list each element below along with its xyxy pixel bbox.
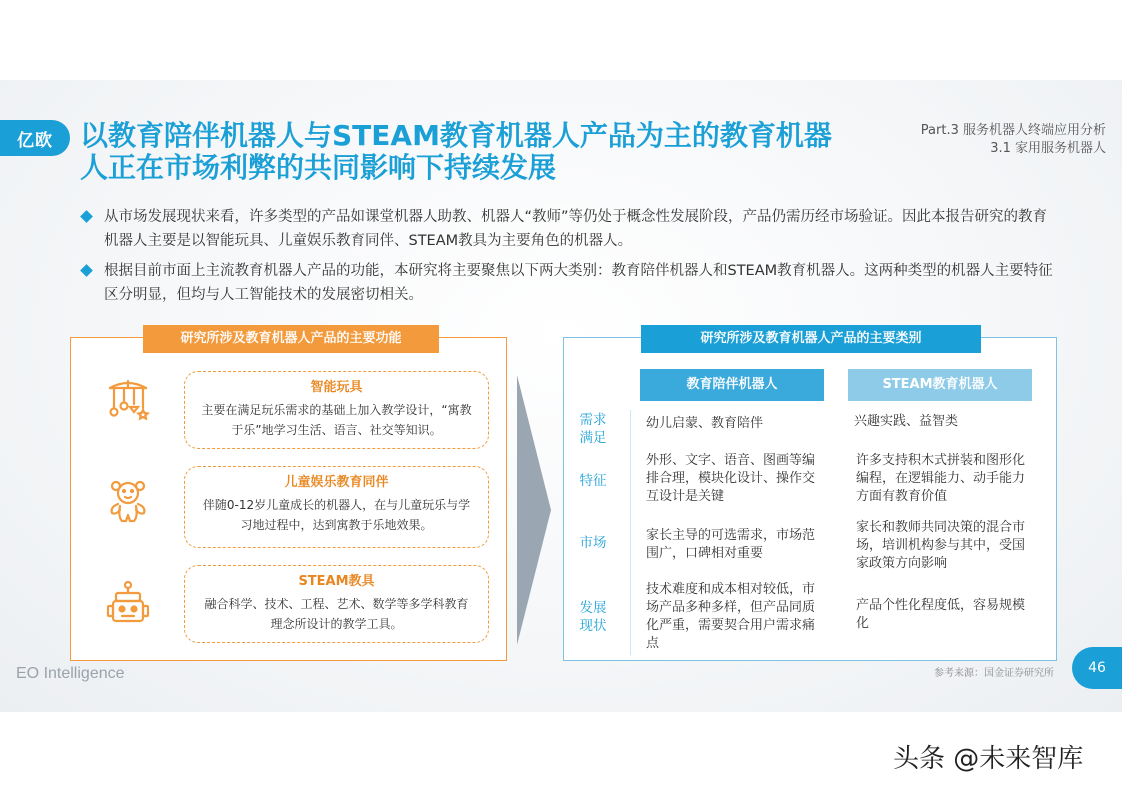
title-line-1: 以教育陪伴机器人与STEAM教育机器人产品为主的教育机器 <box>80 119 832 152</box>
cell-companion-status: 技术难度和成本相对较低，市场产品多种多样，但产品同质化严重，需要契合用户需求痛点 <box>646 582 816 651</box>
slide-title <box>80 120 840 184</box>
diamond-bullet-icon <box>80 210 93 223</box>
brand-footer: EO Intelligence <box>16 665 125 682</box>
logo-text: 亿欧 <box>17 130 53 151</box>
bullet-text: 从市场发展现状来看，许多类型的产品如课堂机器人助教、机器人“教师”等仍处于概念性发展阶段，产品仍需历经市场验证。因此本报告研究的教育机器人主要是以智能玩具、儿童娱乐教育同伴、STEAM教具为主要角色的机器人。 <box>104 209 1048 249</box>
categories-panel-heading: 研究所涉及教育机器人产品的主要类别 <box>641 325 981 353</box>
cell-steam-market: 家长和教师共同决策的混合市场，培训机构参与其中，受国家政策方向影响 <box>856 520 1026 571</box>
column-header-steam: STEAM教育机器人 <box>848 369 1032 401</box>
functions-panel-heading: 研究所涉及教育机器人产品的主要功能 <box>143 325 439 353</box>
bullet-text: 根据目前市面上主流教育机器人产品的功能，本研究将主要聚焦以下两大类别：教育陪伴机器人和STEAM教育机器人。这两种类型的机器人主要特征区分明显，但均与人工智能技术的发展密切相关。 <box>104 263 1053 303</box>
feature-description: 主要在满足玩乐需求的基础上加入教学设计，“寓教于乐”地学习生活、语言、社交等知识。 <box>201 403 472 437</box>
feature-description: 融合科学、技术、工程、艺术、数学等多学科教育理念所设计的教学工具。 <box>204 597 469 631</box>
bullet-item <box>78 205 1058 253</box>
robot-icon <box>104 580 152 628</box>
mobile-toy-icon <box>104 378 152 426</box>
feature-title: 智能玩具 <box>310 380 363 395</box>
row-label-market: 市场 <box>579 535 607 551</box>
bullet-item <box>78 259 1058 307</box>
yiou-logo <box>0 120 70 156</box>
row-label-features: 特征 <box>579 473 607 489</box>
watermark: 头条 @未来智库 <box>893 744 1084 774</box>
subsection-label: 3.1 家用服务机器人 <box>990 141 1106 156</box>
feature-title: 儿童娱乐教育同伴 <box>284 475 389 490</box>
feature-description: 伴随0-12岁儿童成长的机器人，在与儿童玩乐与学习地过程中，达到寓教于乐地效果。 <box>202 498 471 532</box>
feature-card-child-companion <box>184 466 489 548</box>
page-number: 46 <box>1072 647 1122 689</box>
cell-steam-demand: 兴趣实践、益智类 <box>854 414 959 429</box>
column-header-companion: 教育陪伴机器人 <box>640 369 824 401</box>
feature-card-smart-toy <box>184 371 489 449</box>
feature-title: STEAM教具 <box>298 574 375 589</box>
section-label <box>921 122 1106 158</box>
row-label-divider <box>630 410 631 655</box>
row-label-demand: 需求满足 <box>579 412 607 446</box>
chevron-right-arrow <box>517 375 551 645</box>
source-note: 参考来源：国金证券研究所 <box>934 668 1054 679</box>
row-label-status: 发展现状 <box>579 600 607 634</box>
feature-card-steam-tool <box>184 565 489 643</box>
cell-companion-market: 家长主导的可选需求，市场范围广，口碑相对重要 <box>646 528 816 561</box>
cell-steam-features: 许多支持积木式拼装和图形化编程，在逻辑能力、动手能力方面有教育价值 <box>856 453 1026 504</box>
cell-companion-features: 外形、文字、语音、图画等编排合理，模块化设计、操作交互设计是关键 <box>646 453 816 504</box>
title-line-2: 人正在市场利弊的共同影响下持续发展 <box>80 151 557 184</box>
cell-companion-demand: 幼儿启蒙、教育陪伴 <box>646 416 764 431</box>
diamond-bullet-icon <box>80 264 93 277</box>
bullet-list <box>78 205 1058 313</box>
cell-steam-status: 产品个性化程度低，容易规模化 <box>856 598 1026 631</box>
part-label: Part.3 服务机器人终端应用分析 <box>920 123 1106 138</box>
teddy-bear-icon <box>104 477 152 525</box>
